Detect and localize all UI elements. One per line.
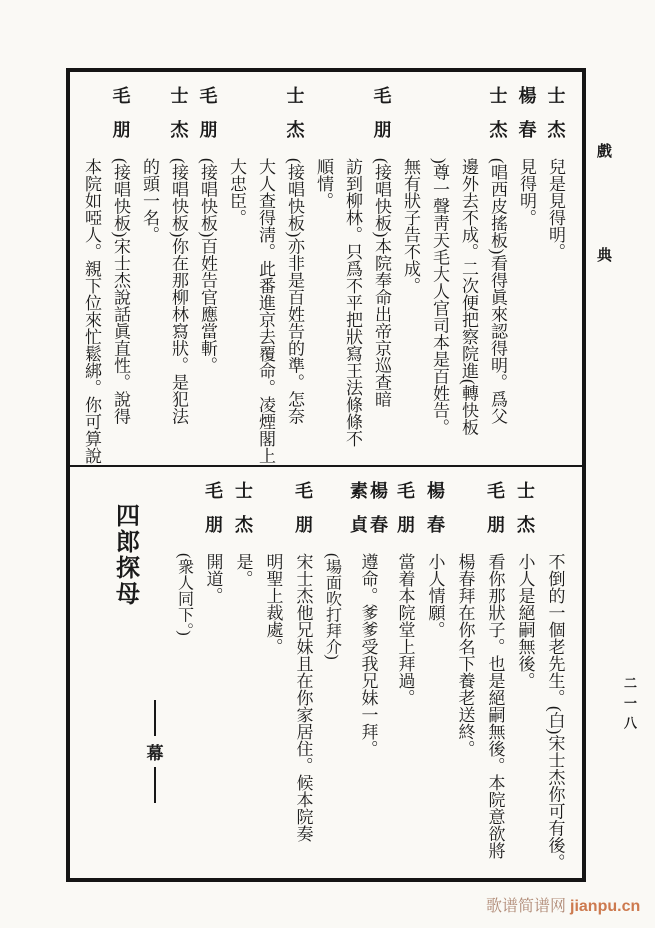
script-line-text: 楊春拜在你名下養老送終。 xyxy=(455,553,475,757)
dialogue-column xyxy=(480,475,510,859)
book-title-char-2: 典 xyxy=(597,248,613,264)
script-line-text: 的頭一名。 xyxy=(140,158,159,243)
speaker-label-area xyxy=(515,475,535,553)
speaker-label: 毛朋 xyxy=(395,481,415,549)
speaker-label: 士杰 xyxy=(545,86,566,154)
play-title: 四郎探母 xyxy=(111,503,138,607)
curtain-rule-bottom xyxy=(154,767,156,803)
watermark-site-name: 歌谱简谱网 xyxy=(486,898,567,915)
speaker-label: 士杰 xyxy=(515,481,535,549)
script-line-text: 是。 xyxy=(233,553,253,587)
speaker-label: 士杰 xyxy=(233,481,253,549)
dialogue-column xyxy=(106,80,135,424)
speaker-label: 毛朋 xyxy=(203,481,223,549)
script-line-text: 大人查得淸。此番進京去覆命。凌煙閣上 xyxy=(256,158,275,464)
speaker-label: 士杰 xyxy=(284,86,305,154)
stage-direction-column xyxy=(318,475,346,660)
speaker-label: 楊春 xyxy=(516,86,537,154)
continuation-column xyxy=(450,475,480,757)
curtain-label: 幕 xyxy=(146,744,164,763)
script-line-text: (接唱快板)亦非是百姓告的準。怎奈 xyxy=(285,158,304,425)
script-line-text: (接唱快板)百姓告官應當斬。 xyxy=(198,158,217,374)
continuation-column xyxy=(425,80,454,436)
stage-direction-text: (衆人同下。) xyxy=(175,553,193,636)
dialogue-column xyxy=(228,475,258,587)
speaker-label: 楊春 xyxy=(425,481,445,549)
continuation-column xyxy=(222,80,251,226)
dialogue-column xyxy=(193,80,222,373)
script-line-text: 開道。 xyxy=(203,553,223,604)
dialogue-column xyxy=(280,80,309,424)
speaker-label-area xyxy=(233,475,253,553)
page-number: 二一八 xyxy=(622,676,637,736)
script-line-text: 訪到柳林。只爲不平把狀寫王法條條不 xyxy=(343,158,362,447)
stage-direction-text: (場面吹打拜介) xyxy=(323,553,341,660)
script-line-text: 邊外去不成。二次便把察院進(轉快板 xyxy=(459,158,478,436)
speaker-label-area xyxy=(372,80,392,158)
speaker-label-area xyxy=(203,475,223,553)
dialogue-column xyxy=(512,80,541,226)
dialogue-column xyxy=(510,475,540,689)
speaker-label-area xyxy=(488,80,508,158)
dialogue-column xyxy=(198,475,228,604)
continuation-column xyxy=(540,475,570,870)
continuation-column xyxy=(454,80,483,436)
script-line-text: 當着本院堂上拜過。 xyxy=(395,553,415,706)
script-line-text: )尊一聲靑天毛大人官司本是百姓告。 xyxy=(430,158,449,436)
script-line-text: 順情。 xyxy=(314,158,333,209)
continuation-column xyxy=(135,80,164,243)
speaker-label-area xyxy=(285,80,305,158)
continuation-column xyxy=(309,80,338,209)
script-line-text: (唱西皮搖板)看得眞來認得明。爲父 xyxy=(488,158,507,425)
script-line-text: (接唱快板)你在那柳林寫狀。是犯法 xyxy=(169,158,188,425)
script-line-text: (接唱快板)本院奉命出帝京巡查暗 xyxy=(372,158,391,408)
speaker-label: 毛朋 xyxy=(293,481,313,549)
script-line-text: 無有狀子告不成。 xyxy=(401,158,420,294)
script-line-text: 小人是絕嗣無後。 xyxy=(515,553,535,689)
dialogue-column xyxy=(390,475,420,706)
speaker-label-area xyxy=(111,80,131,158)
speaker-label: 士杰 xyxy=(168,86,189,154)
speaker-label: 毛朋 xyxy=(197,86,218,154)
watermark-site-url: jianpu.cn xyxy=(570,898,641,915)
curtain-marker-column xyxy=(140,475,170,803)
script-line-text: 看你那狀子。也是絕嗣無後。本院意欲將 xyxy=(485,553,505,859)
dialogue-column xyxy=(367,80,396,407)
stage-direction-column xyxy=(170,475,198,636)
script-line-text: (接唱快板)宋士杰說話眞直性。說得 xyxy=(111,158,130,425)
script-line-text: 大忠臣。 xyxy=(227,158,246,226)
speaker-label: 毛朋 xyxy=(485,481,505,549)
dialogue-column xyxy=(420,475,450,638)
script-section-top xyxy=(70,72,582,465)
speaker-label: 楊春 xyxy=(368,481,388,549)
script-line-text: 不倒的一個老先生。(白)宋士杰你可有後。 xyxy=(545,553,565,871)
speaker-label-area xyxy=(485,475,505,553)
bottom-columns-container xyxy=(74,475,570,878)
speaker-label-area xyxy=(169,80,189,158)
curtain-marker xyxy=(147,700,164,803)
watermark xyxy=(486,893,640,916)
dialogue-column xyxy=(541,80,570,260)
book-title-char-1: 戲 xyxy=(597,144,613,160)
top-columns-container xyxy=(74,80,570,465)
dialogue-column xyxy=(483,80,512,424)
script-line-text: 兒是見得明。 xyxy=(546,158,565,260)
speaker-label: 士杰 xyxy=(487,86,508,154)
speaker-label-area xyxy=(425,475,445,553)
speaker-label-area xyxy=(293,475,313,553)
continuation-column xyxy=(251,80,280,464)
script-line-text: 宋士杰他兄妹且在你家居住。候本院奏 xyxy=(293,553,313,842)
speaker-label: 毛朋 xyxy=(110,86,131,154)
continuation-column xyxy=(338,80,367,447)
dialogue-column xyxy=(346,475,390,757)
script-line-text: 小人情願。 xyxy=(425,553,445,638)
script-line-text: 遵命。爹爹受我兄妹一拜。 xyxy=(358,553,378,757)
speaker-label-area xyxy=(198,80,218,158)
curtain-rule-top xyxy=(154,700,156,736)
continuation-column xyxy=(258,475,288,655)
script-section-bottom xyxy=(70,467,582,878)
speaker-label-area xyxy=(348,475,388,553)
next-play-title-column xyxy=(110,475,140,607)
speaker-label: 毛朋 xyxy=(371,86,392,154)
speaker-label-secondary: 素貞 xyxy=(348,481,368,549)
speaker-label-area xyxy=(517,80,537,158)
script-line-text: 本院如啞人。親下位來忙鬆綁。你可算說 xyxy=(82,158,101,464)
speaker-label-area xyxy=(395,475,415,553)
continuation-column xyxy=(77,80,106,464)
script-line-text: 見得明。 xyxy=(517,158,536,226)
dialogue-column xyxy=(164,80,193,424)
speaker-label-area xyxy=(546,80,566,158)
page-border-frame xyxy=(66,68,586,882)
continuation-column xyxy=(396,80,425,294)
script-line-text: 明聖上裁處。 xyxy=(263,553,283,655)
dialogue-column xyxy=(288,475,318,842)
